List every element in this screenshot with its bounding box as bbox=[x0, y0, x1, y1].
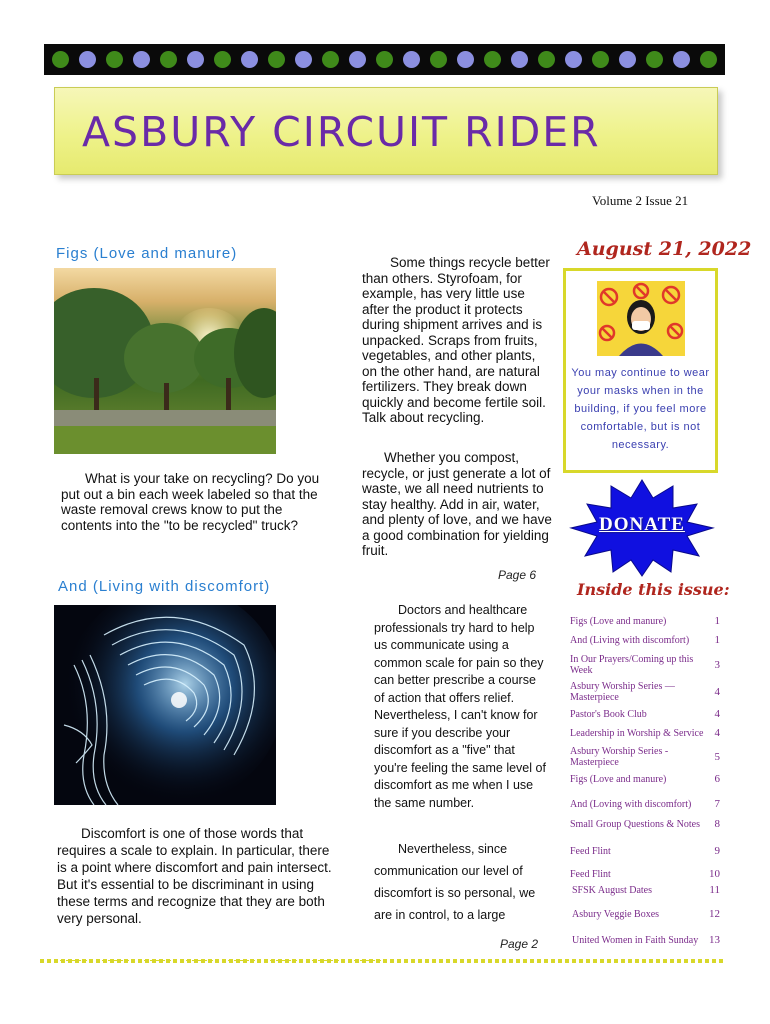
toc-item[interactable]: Leadership in Worship & Service 4 bbox=[570, 727, 720, 739]
discomfort-heading: And (Living with discomfort) bbox=[58, 578, 271, 595]
newsletter-title: ASBURY CIRCUIT RIDER bbox=[82, 108, 601, 156]
brain-illustration bbox=[54, 605, 276, 805]
donate-label[interactable]: DONATE bbox=[599, 514, 685, 535]
toc-item[interactable]: Figs (Love and manure) 6 bbox=[570, 773, 720, 785]
recycle-para-2: Whether you compost, recycle, or just generate a lot of waste, we all need nutrients to stay healthy. Add in air, water, and plenty of love, and we have a good combination for yielding fruit. bbox=[362, 450, 552, 558]
toc-item[interactable]: Feed Flint 10 bbox=[570, 868, 720, 880]
discomfort-mid-para-2: Nevertheless, since communication our level of discomfort is so personal, we are in control, to a large bbox=[374, 842, 536, 922]
figs-text: What is your take on recycling? Do you put out a bin each week labeled so that the waste removal crews know to put the contents into the "to be recycled" truck? bbox=[61, 471, 320, 533]
fig-orchard-photo bbox=[54, 268, 276, 454]
issue-line: Volume 2 Issue 21 bbox=[592, 193, 689, 208]
page-ref-2[interactable]: Page 2 bbox=[500, 937, 539, 951]
toc-item[interactable]: And (Loving with discomfort) 7 bbox=[570, 798, 720, 810]
toc-item[interactable]: Feed Flint 9 bbox=[570, 845, 720, 857]
mask-caption: You may continue to wear your masks when in the building, if you feel more comfortable, but is not necessary. bbox=[571, 367, 710, 451]
footer-divider bbox=[40, 959, 726, 963]
donate-button[interactable] bbox=[567, 478, 717, 578]
toc-item[interactable]: Figs (Love and manure) 1 bbox=[570, 615, 720, 627]
toc-item[interactable]: And (Living with discomfort) 1 bbox=[570, 634, 720, 646]
toc-item[interactable]: Small Group Questions & Notes 8 bbox=[570, 818, 720, 830]
toc-item[interactable]: Asbury Worship Series - Masterpiece 5 bbox=[570, 746, 720, 768]
toc-item[interactable]: In Our Prayers/Coming up this Week 3 bbox=[570, 654, 720, 676]
mask-wearer-illustration bbox=[597, 281, 685, 356]
toc-item[interactable]: Pastor's Book Club 4 bbox=[570, 708, 720, 720]
recycle-para-1: Some things recycle better than others. Styrofoam, for example, has very little use after the product it protects during shipment arrives and is unpacked. Scraps from fruits, vegetables, and other plants, on the other hand, are natural fertilizers. They break down quickly and become fertile soil. Talk about recycling. bbox=[362, 255, 550, 425]
inside-issue-heading: Inside this issue: bbox=[577, 580, 730, 599]
figs-heading: Figs (Love and manure) bbox=[56, 245, 238, 262]
issue-date: August 21, 2022 bbox=[577, 238, 752, 260]
toc-item[interactable]: Asbury Veggie Boxes 12 bbox=[572, 908, 720, 920]
page-ref-6[interactable]: Page 6 bbox=[498, 568, 537, 582]
toc-item[interactable]: SFSK August Dates 11 bbox=[572, 884, 720, 896]
toc-item[interactable]: Asbury Worship Series — Masterpiece 4 bbox=[570, 681, 720, 703]
discomfort-mid-para-1: Doctors and healthcare professionals try hard to help us communicate using a common scale for pain so they can better prescribe a course of action that offers relief. Nevertheless, I can't know for sure if you describe your discomfort as a "five" that you're feeling the same level of discomfort as me when I use the same number. bbox=[374, 603, 546, 810]
dot-banner bbox=[44, 44, 725, 75]
toc-item[interactable]: United Women in Faith Sunday 13 bbox=[572, 934, 720, 946]
discomfort-left-text: Discomfort is one of those words that requires a scale to explain. In particular, there is a point where discomfort and pain intersect. But it's essential to be discriminant in using these terms and recognize that they are both very personal. bbox=[57, 826, 332, 926]
